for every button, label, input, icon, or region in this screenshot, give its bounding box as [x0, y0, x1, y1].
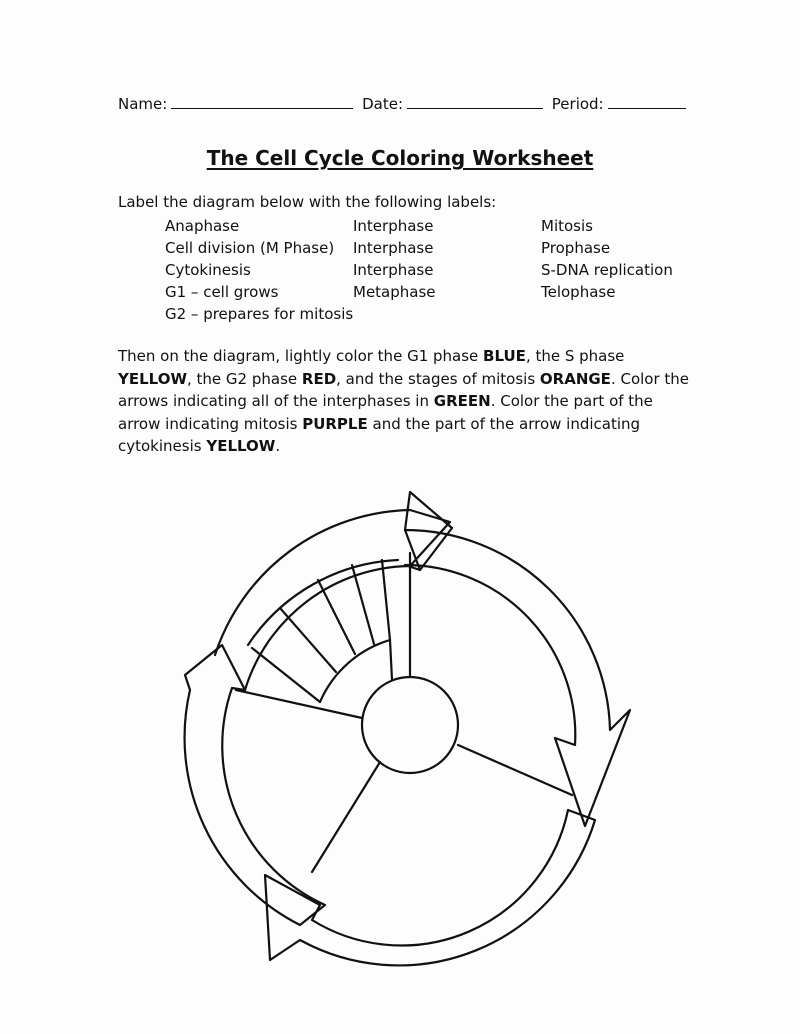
instruction-text: . Color the arrows indicating all of the interphases in	[118, 369, 690, 410]
instruction-text: and the part of the arrow indicating cytokinesis	[118, 414, 641, 455]
label-item: Cell division (M Phase)	[165, 239, 335, 257]
label-item: Cytokinesis	[165, 261, 251, 279]
label-item: Interphase	[353, 239, 434, 257]
instruction-text: .	[275, 437, 281, 455]
label-item: Metaphase	[353, 283, 436, 301]
instruction-text: , the S phase	[525, 347, 625, 365]
mitosis-divider-1[interactable]	[252, 648, 320, 702]
name-label: Name:	[118, 95, 168, 113]
color-keyword: PURPLE	[302, 414, 368, 433]
mitosis-divider-3[interactable]	[318, 580, 355, 654]
color-keyword: YELLOW	[206, 437, 276, 455]
label-item: S-DNA replication	[541, 261, 673, 279]
color-keyword: RED	[301, 369, 337, 388]
color-keyword: YELLOW	[118, 369, 187, 388]
instruction-text: . Color the part of the arrow indicating mitosis	[118, 392, 653, 433]
label-item: Interphase	[353, 261, 434, 279]
label-item: Telophase	[541, 283, 616, 301]
page-title: The Cell Cycle Coloring Worksheet	[206, 146, 594, 170]
label-item: Mitosis	[541, 217, 593, 235]
mitosis-divider-2[interactable]	[280, 608, 336, 672]
label-item: G1 – cell grows	[165, 283, 279, 301]
mitosis-band-inner[interactable]	[320, 640, 392, 702]
right-arrow[interactable]	[405, 530, 630, 826]
label-item: G2 – prepares for mitosis	[165, 305, 354, 323]
instruction-text: , the G2 phase	[187, 369, 302, 388]
color-keyword: ORANGE	[539, 369, 611, 388]
top-left-arrow[interactable]	[215, 510, 450, 690]
instruction-text: Then on the diagram, lightly color the G1 phase	[118, 347, 484, 365]
label-item: Interphase	[353, 217, 434, 235]
inner-circle[interactable]	[362, 677, 458, 773]
mitosis-band-outer[interactable]	[248, 560, 398, 645]
bottom-arrow[interactable]	[265, 810, 595, 965]
label-item: Anaphase	[165, 217, 240, 235]
mitosis-divider-4[interactable]	[352, 565, 374, 644]
date-label: Date:	[362, 95, 403, 113]
left-arrow[interactable]	[185, 645, 325, 925]
instruction-text: , and the stages of mitosis	[336, 369, 540, 388]
period-label: Period:	[551, 95, 604, 113]
color-keyword: BLUE	[483, 347, 526, 365]
color-keyword: GREEN	[433, 392, 491, 410]
mitosis-divider-5[interactable]	[382, 560, 390, 640]
intro-text: Label the diagram below with the following labels:	[118, 193, 497, 211]
wedge-line-bottom[interactable]	[312, 762, 380, 872]
wedge-line-right[interactable]	[458, 745, 572, 795]
label-item: Prophase	[541, 239, 611, 257]
wedge-line-left[interactable]	[236, 690, 362, 718]
